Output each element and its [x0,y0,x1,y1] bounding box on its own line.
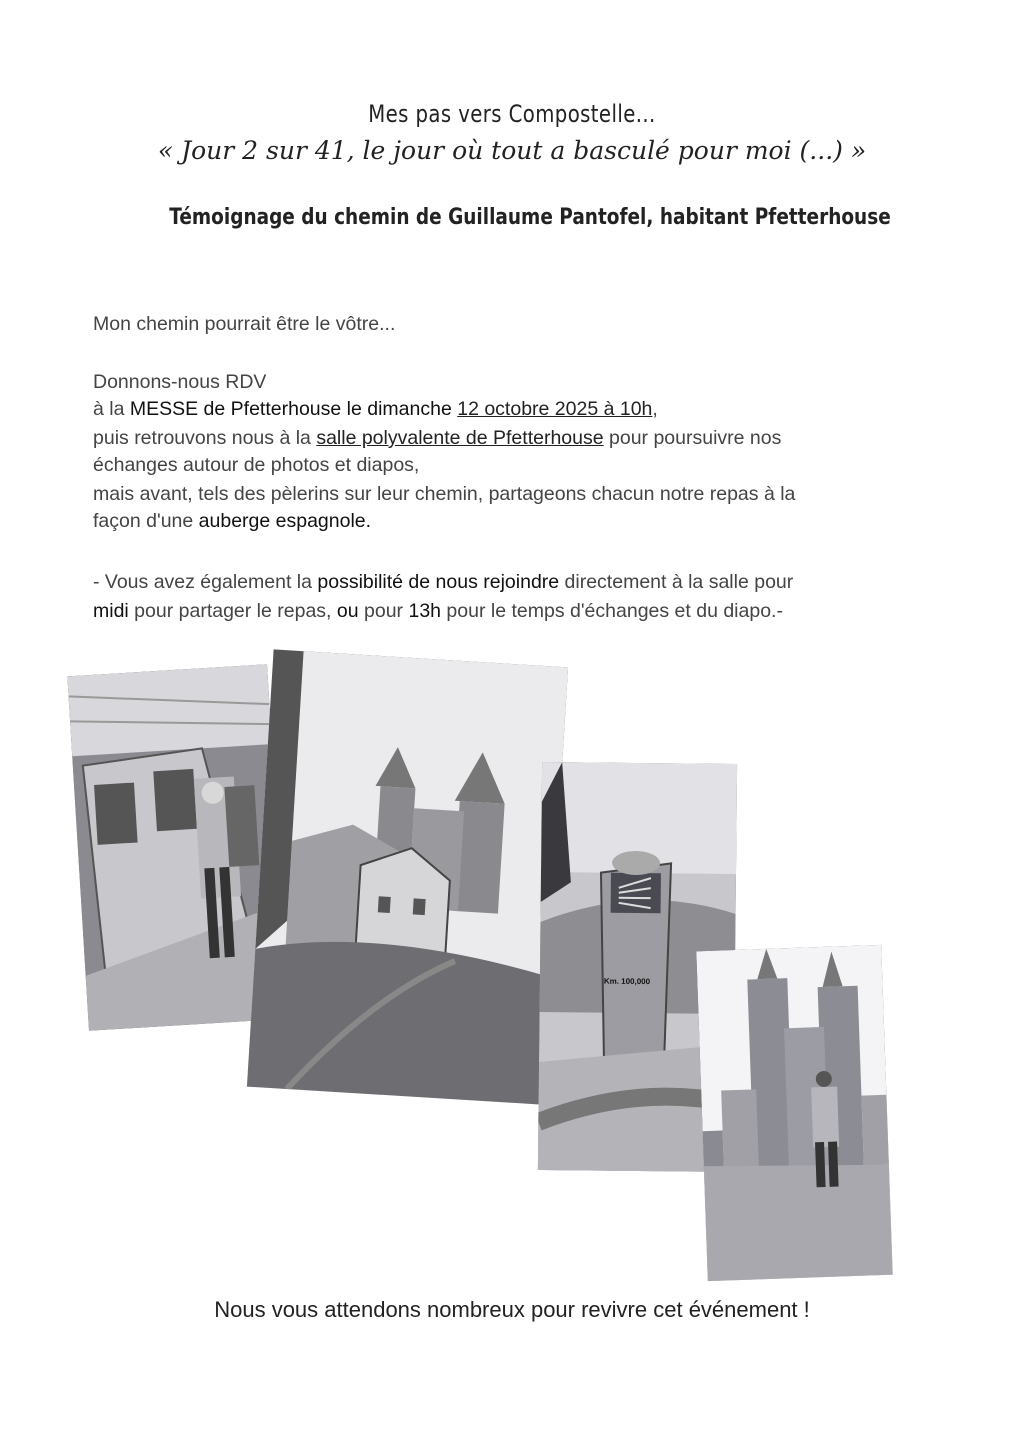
repas-strong: auberge espagnole. [198,510,372,532]
title-line-2: « Jour 2 sur 41, le jour où tout a basculé pour moi (...) » [157,136,867,165]
repas-prefix: façon d'une [93,510,199,532]
option-l2-e: 13h [408,600,442,622]
salle-suffix: pour poursuivre nos [603,427,782,449]
subtitle: Témoignage du chemin de Guillaume Pantofel, habitant Pfetterhouse [169,205,891,230]
salle-line [93,425,913,452]
messe-date: 12 octobre 2025 à 10h [457,398,653,420]
closing-message: Nous vous attendons nombreux pour revivre cet événement ! [214,1297,810,1322]
option-l2-c: ou [336,600,359,622]
salle-prefix: puis retrouvons nous à la [93,427,317,449]
title-line-1: Mes pas vers Compostelle... [368,100,656,128]
option-l2-b: pour partager le repas, [128,600,337,622]
messe-line [93,396,913,423]
option-line-1 [93,569,913,596]
option-l2-d: pour [358,600,409,622]
messe-middle: de Pfetterhouse le dimanche [198,398,458,420]
salle-place: salle polyvalente de Pfetterhouse [316,427,604,449]
echanges-line: échanges autour de photos et diapos, [93,454,420,476]
repas-line-2 [93,508,913,535]
option-line-2 [93,598,913,625]
option-l2-f: pour le temps d'échanges et du diapo.- [441,600,783,622]
rdv-text: Donnons-nous RDV [93,371,267,393]
option-l1-c: directement à la salle pour [559,571,794,593]
photo-abbey-street [247,649,568,1104]
photo-cathedral [696,945,892,1281]
messe-suffix: , [652,398,658,420]
repas-line-1: mais avant, tels des pèlerins sur leur chemin, partageons chacun notre repas à la [93,483,796,505]
messe-prefix: à la [93,398,130,420]
option-l2-a: midi [93,600,129,622]
messe-word: MESSE [129,398,199,420]
intro-text: Mon chemin pourrait être le vôtre... [93,313,396,335]
option-l1-a: - Vous avez également la [93,571,318,593]
option-l1-b: possibilité de nous rejoindre [317,571,560,593]
milestone-label: Km. 100,000 [603,976,651,987]
